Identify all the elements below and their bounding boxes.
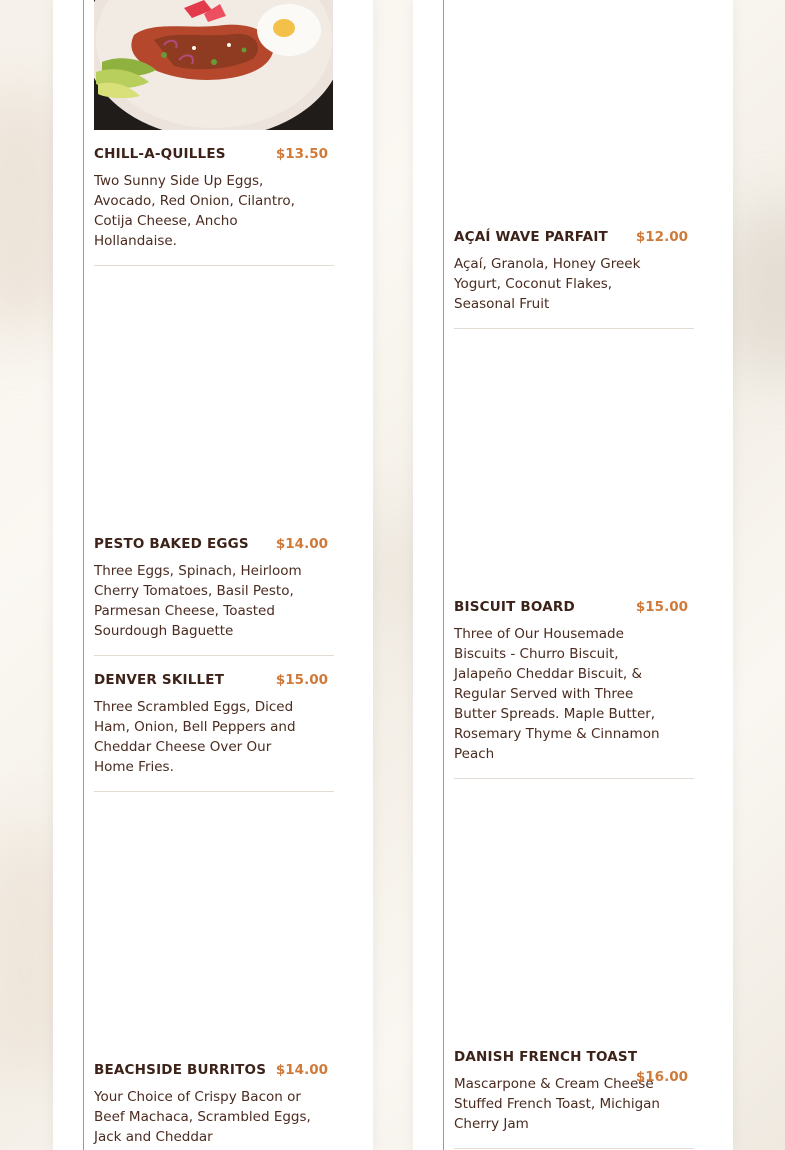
item-name: DANISH FRENCH TOAST bbox=[454, 1049, 638, 1065]
menu-item[interactable] bbox=[454, 1049, 694, 1134]
divider bbox=[94, 265, 334, 266]
item-description: Two Sunny Side Up Eggs, Avocado, Red Onion, Cilantro, Cotija Cheese, Ancho Hollandaise. bbox=[94, 173, 295, 249]
item-price: $15.00 bbox=[275, 672, 328, 688]
menu-item[interactable] bbox=[94, 536, 334, 641]
item-description: Three Eggs, Spinach, Heirloom Cherry Tomatoes, Basil Pesto, Parmesan Cheese, Toasted Sourdough Baguette bbox=[94, 563, 302, 639]
item-price: $14.00 bbox=[275, 536, 328, 552]
divider bbox=[454, 328, 694, 329]
item-name: DENVER SKILLET bbox=[94, 672, 225, 688]
divider bbox=[94, 791, 334, 792]
column-rail bbox=[83, 0, 84, 1150]
item-price: $14.00 bbox=[275, 1062, 328, 1078]
menu-column-right bbox=[413, 0, 733, 1150]
divider bbox=[454, 1148, 694, 1149]
chilaquiles-photo bbox=[94, 0, 333, 130]
item-name: CHILL-A-QUILLES bbox=[94, 146, 226, 162]
menu-item[interactable] bbox=[94, 146, 334, 251]
menu-item[interactable] bbox=[94, 1062, 334, 1147]
column-rail bbox=[443, 0, 444, 1150]
menu-column-left bbox=[53, 0, 373, 1150]
menu-item[interactable] bbox=[454, 599, 694, 764]
menu-item[interactable] bbox=[454, 229, 694, 314]
item-price: $13.50 bbox=[275, 146, 328, 162]
item-price: $16.00 bbox=[635, 1069, 688, 1085]
item-description: Açaí, Granola, Honey Greek Yogurt, Coconut Flakes, Seasonal Fruit bbox=[454, 256, 641, 312]
item-name: BEACHSIDE BURRITOS bbox=[94, 1062, 267, 1078]
item-name: AÇAÍ WAVE PARFAIT bbox=[454, 229, 608, 245]
item-price: $15.00 bbox=[635, 599, 688, 615]
menu-item[interactable] bbox=[94, 672, 334, 777]
item-name: PESTO BAKED EGGS bbox=[94, 536, 249, 552]
item-description: Your Choice of Crispy Bacon or Beef Machaca, Scrambled Eggs, Jack and Cheddar bbox=[94, 1089, 311, 1145]
item-price: $12.00 bbox=[635, 229, 688, 245]
item-description: Three Scrambled Eggs, Diced Ham, Onion, Bell Peppers and Cheddar Cheese Over Our Home Fries. bbox=[94, 699, 296, 775]
dish-photo-illustration bbox=[94, 0, 333, 130]
divider bbox=[454, 778, 694, 779]
item-description: Three of Our Housemade Biscuits - Churro Biscuit, Jalapeño Cheddar Biscuit, & Regular Served with Three Butter Spreads. Maple Butter, Rosemary Thyme & Cinnamon Peach bbox=[454, 626, 660, 762]
divider bbox=[94, 655, 334, 656]
item-description: Mascarpone & Cream Cheese Stuffed French Toast, Michigan Cherry Jam bbox=[454, 1076, 660, 1132]
item-name: BISCUIT BOARD bbox=[454, 599, 575, 615]
